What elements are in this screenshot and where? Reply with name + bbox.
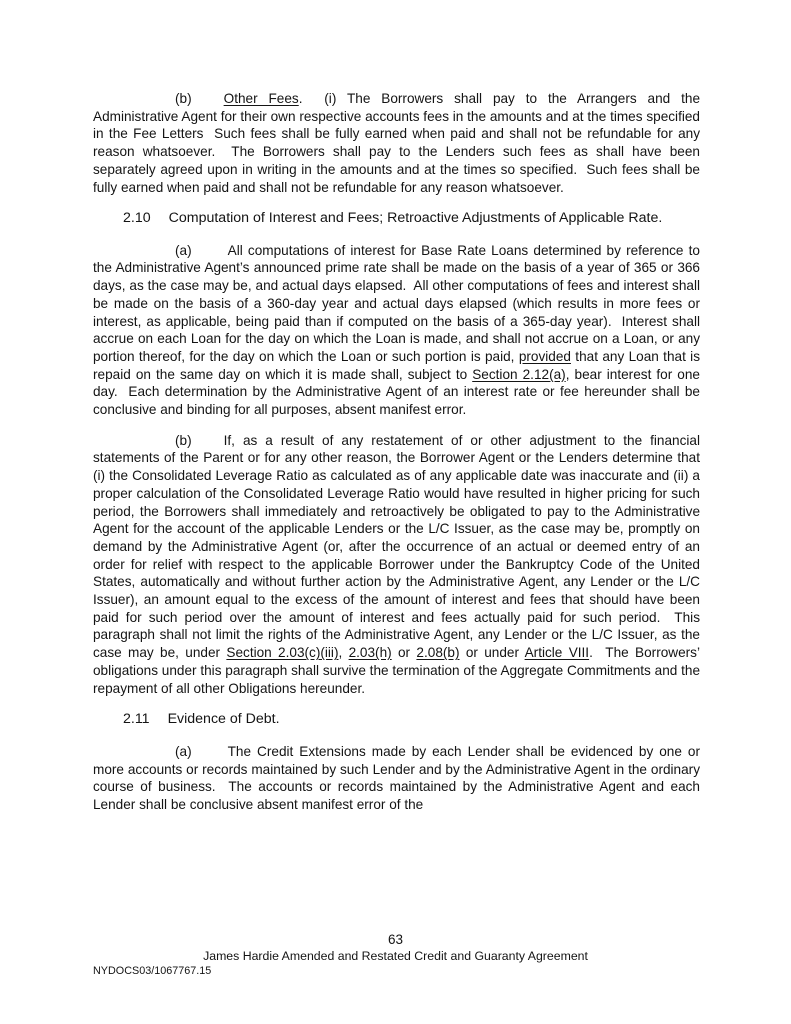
text-run: or: [391, 645, 417, 661]
text-run: . (i) The Borrowers shall pay to the Arrangers and the Administrative Agent for their own respective accounts fees in the amounts and at the times specified in the Fee Letters Such fees shall be fully earned when paid and shall not be refundable for any reason whatsoever. The Borrowers shall pay to the Lenders such fees as shall have been separately agreed upon in writing in the amounts and at the times so specified. Such fees shall be fully earned when paid and shall not be refundable for any reason whatsoever.: [93, 91, 701, 195]
tab-spacer: [151, 221, 169, 222]
underlined-reference: 2.03(h): [348, 645, 392, 661]
text-run: Computation of Interest and Fees; Retroactive Adjustments of Applicable Rate.: [168, 210, 663, 227]
text-run: Evidence of Debt.: [167, 711, 280, 728]
text-run: (a): [175, 242, 192, 258]
tab-spacer: [192, 102, 224, 103]
underlined-reference: 2.08(b): [416, 645, 460, 661]
text-run: (b): [175, 432, 192, 448]
text-run: (a): [175, 743, 192, 759]
underlined-reference: Other Fees: [223, 91, 299, 106]
text-run: If, as a result of any restatement of or other adjustment to the financial statements of the Parent or for any other reason, the Borrower Agent or the Lenders determine that (i) the Consolidated Leverage Ratio as calculated as of any applicable date was inaccurate and (ii) a proper calculation of the Consolidated Leverage Ratio would have resulted in higher pricing for such period, the Borrowers shall immediately and retroactively be obligated to pay to the Administrative Agent for the account of the applicable Lenders or the L/C Issuer, as the case may be, promptly on demand by the Administrative Agent (or, after the occurrence of an actual or deemed entry of an order for relief with respect to the applicable Borrower under the Bankruptcy Code of the United States, automatically and without further action by the Administrative Agent, any Lender or the L/C Issuer), an amount equal to the excess of the amount of interest and fees that should have been paid for such period over the amount of interest and fees actually paid for such period. This paragraph shall not limit the rights of the Administrative Agent, any Lender or the L/C Issuer, as the case may be, under: [93, 432, 700, 661]
text-run: , bear interest for one day. Each determination by the Administrative Agent of an interest rate or fee hereunder shall be conclusive and binding for all purposes, absent manifest error.: [93, 366, 700, 418]
para-2-11-a: [93, 743, 700, 814]
tab-spacer: [150, 722, 168, 723]
heading-section-2-10: [93, 209, 700, 229]
underlined-reference: Section 2.03(c)(iii): [226, 645, 339, 661]
text-run: or under: [459, 645, 525, 661]
tab-spacer: [192, 444, 224, 445]
document-body: [93, 90, 700, 827]
text-run: 2.11: [123, 711, 150, 728]
footer-document-title: James Hardie Amended and Restated Credit and Guaranty Agreement: [203, 949, 588, 963]
text-run: that any Loan that is repaid on the same day on which it is made shall, subject to: [93, 348, 701, 382]
text-run: (b): [175, 91, 192, 106]
tab-spacer: [192, 254, 228, 255]
para-2-09-b-other-fees: [93, 90, 700, 196]
page-number: 63: [387, 932, 404, 947]
underlined-reference: provided: [518, 348, 571, 364]
text-run: 2.10: [123, 210, 151, 227]
underlined-reference: Article VIII: [524, 645, 590, 661]
para-2-10-a: [93, 242, 700, 419]
para-2-10-b: [93, 432, 700, 698]
text-run: ,: [338, 645, 349, 661]
text-run: All computations of interest for Base Rate Loans determined by reference to the Administrative Agent’s announced prime rate shall be made on the basis of a year of 365 or 366 days, as the case may be, and actual days elapsed. All other computations of fees and interest shall be made on the basis of a 360-day year and actual days elapsed (which results in more fees or interest, as applicable, being paid than if computed on the basis of a 365-day year). Interest shall accrue on each Loan for the day on which the Loan is made, and shall not accrue on a Loan, or any portion thereof, for the day on which the Loan or such portion is paid,: [93, 242, 700, 364]
text-run: . The Borrowers’ obligations under this paragraph shall survive the termination of the Aggregate Commitments and the repayment of all other Obligations hereunder.: [93, 645, 700, 696]
heading-section-2-11: [93, 710, 700, 730]
underlined-reference: Section 2.12(a): [472, 366, 566, 382]
text-run: The Credit Extensions made by each Lender shall be evidenced by one or more accounts or records maintained by such Lender and by the Administrative Agent in the ordinary course of business. The accounts or records maintained by the Administrative Agent and each Lender shall be conclusive absent manifest error of the: [93, 743, 700, 812]
footer-doc-reference: NYDOCS03/1067767.15: [93, 965, 212, 977]
tab-spacer: [192, 755, 228, 756]
